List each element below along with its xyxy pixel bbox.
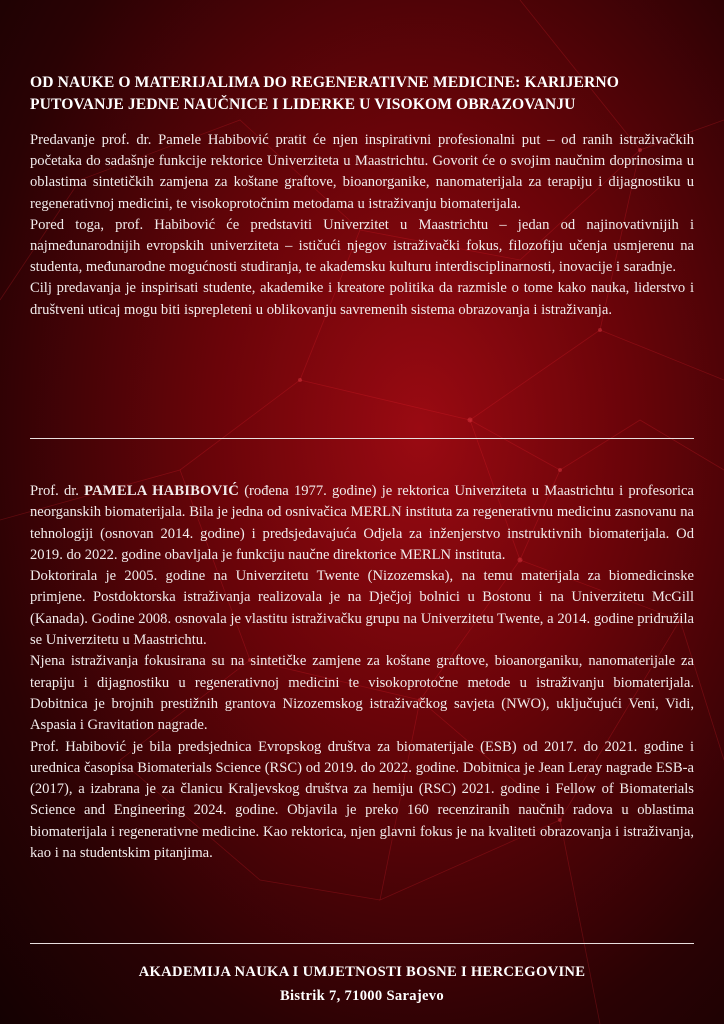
organization-address: Bistrik 7, 71000 Sarajevo xyxy=(280,988,444,1004)
lecture-title: OD NAUKE O MATERIJALIMA DO REGENERATIVNE MEDICINE: KARIJERNO PUTOVANJE JEDNE NAUČNICE I LIDERKE U VISOKOM OBRAZOVANJU xyxy=(30,74,619,113)
bio-paragraph: Doktorirala je 2005. godine na Univerzitetu Twente (Nizozemska), na temu materijala za biomedicinske primjene. Postdoktorska istraživanja realizovala je na Dječjoj bolnici u Bostonu i na Univerzitetu McGill (Kanada). Godine 2008. osnovala je vlastitu istraživačku grupu na Univerzitetu Twente, a 2014. godine pridružila se Univerzitetu u Maastrichtu. xyxy=(30,568,694,649)
bio-prefix: Prof. dr. xyxy=(30,483,85,499)
bio-paragraph: Njena istraživanja fokusirana su na sintetičke zamjene za koštane graftove, bioanorganiku, nanomaterijale za terapiju i dijagnostiku u regenerativnoj medicini te visokoprotočne metode u istraživanju biomaterijala. Dobitnica je brojnih prestižnih grantova Nizozemskog istraživačkog savjeta (NWO), uključujući Veni, Vidi, Aspasia i Gravitation nagrade. xyxy=(30,653,694,734)
section-divider xyxy=(30,438,694,439)
organization-name: AKADEMIJA NAUKA I UMJETNOSTI BOSNE I HERCEGOVINE xyxy=(138,964,586,980)
intro-paragraph: Cilj predavanja je inspirisati studente, akademike i kreatore politika da razmisle o tome kako nauka, liderstvo i društveni uticaj mogu biti isprepleteni u oblikovanju savremenih sistema obrazovanja i istraživanja. xyxy=(30,280,694,318)
intro-paragraph: Predavanje prof. dr. Pamele Habibović pratit će njen inspirativni profesionalni put – od ranih istraživačkih početaka do sadašnje funkcije rektorice Univerziteta u Maastrichtu. Govorit će o svojim naučnim doprinosima u oblastima sintetičkih zamjena za koštane graftove, bioanorganike, nanomaterijala za terapiju i dijagnostiku u regenerativnoj medicini, te visokoprotočnim metodama u istraživanju biomaterijala. xyxy=(30,132,694,212)
bio-lead-paragraph xyxy=(30,481,694,566)
lecture-description xyxy=(30,130,694,321)
footer-divider xyxy=(30,943,694,944)
intro-paragraph: Pored toga, prof. Habibović će predstaviti Univerzitet u Maastrichtu – jedan od najinovativnijih i najmeđunarodnijih evropskih univerziteta – ističući njegov istraživački fokus, filozofiju učenja usmjerenu na studenta, međunarodne mogućnosti studiranja, te akademsku kulturu interdisciplinarnosti, inovacije i saradnje. xyxy=(30,216,694,276)
speaker-name: PAMELA HABIBOVIĆ xyxy=(84,483,240,499)
bio-paragraph: Prof. Habibović je bila predsjednica Evropskog društva za biomaterijale (ESB) od 2017. do 2021. godine i urednica časopisa Biomaterials Science (RSC) od 2019. do 2022. godine. Dobitnica je Jean Leray nagrade ESB-a (2017), a izabrana je za članicu Kraljevskog društva za hemiju (RSC) 2021. godine i Fellow of Biomaterials Science and Engineering 2024. godine. Objavila je preko 160 recenziranih naučnih radova u oblastima biomaterijala i regenerativne medicine. Kao rektorica, njen glavni fokus je na kvaliteti obrazovanja i istraživanja, kao i na studentskim pitanjima. xyxy=(30,738,694,862)
bio-lead-text: (rođena 1977. godine) je rektorica Univerziteta u Maastrichtu i profesorica neorganskih biomaterijala. Bila je jedna od osnivačica MERLN instituta za regenerativnu medicinu zasnovanu na tehnologiji (osnovan 2014. godine) i predsjedavajuća Odjela za inženjerstvo instruktivnih biomaterijala. Od 2019. do 2022. godine obavljala je funkciju naučne direktorice MERLN instituta. xyxy=(30,483,694,563)
speaker-biography xyxy=(30,481,694,864)
